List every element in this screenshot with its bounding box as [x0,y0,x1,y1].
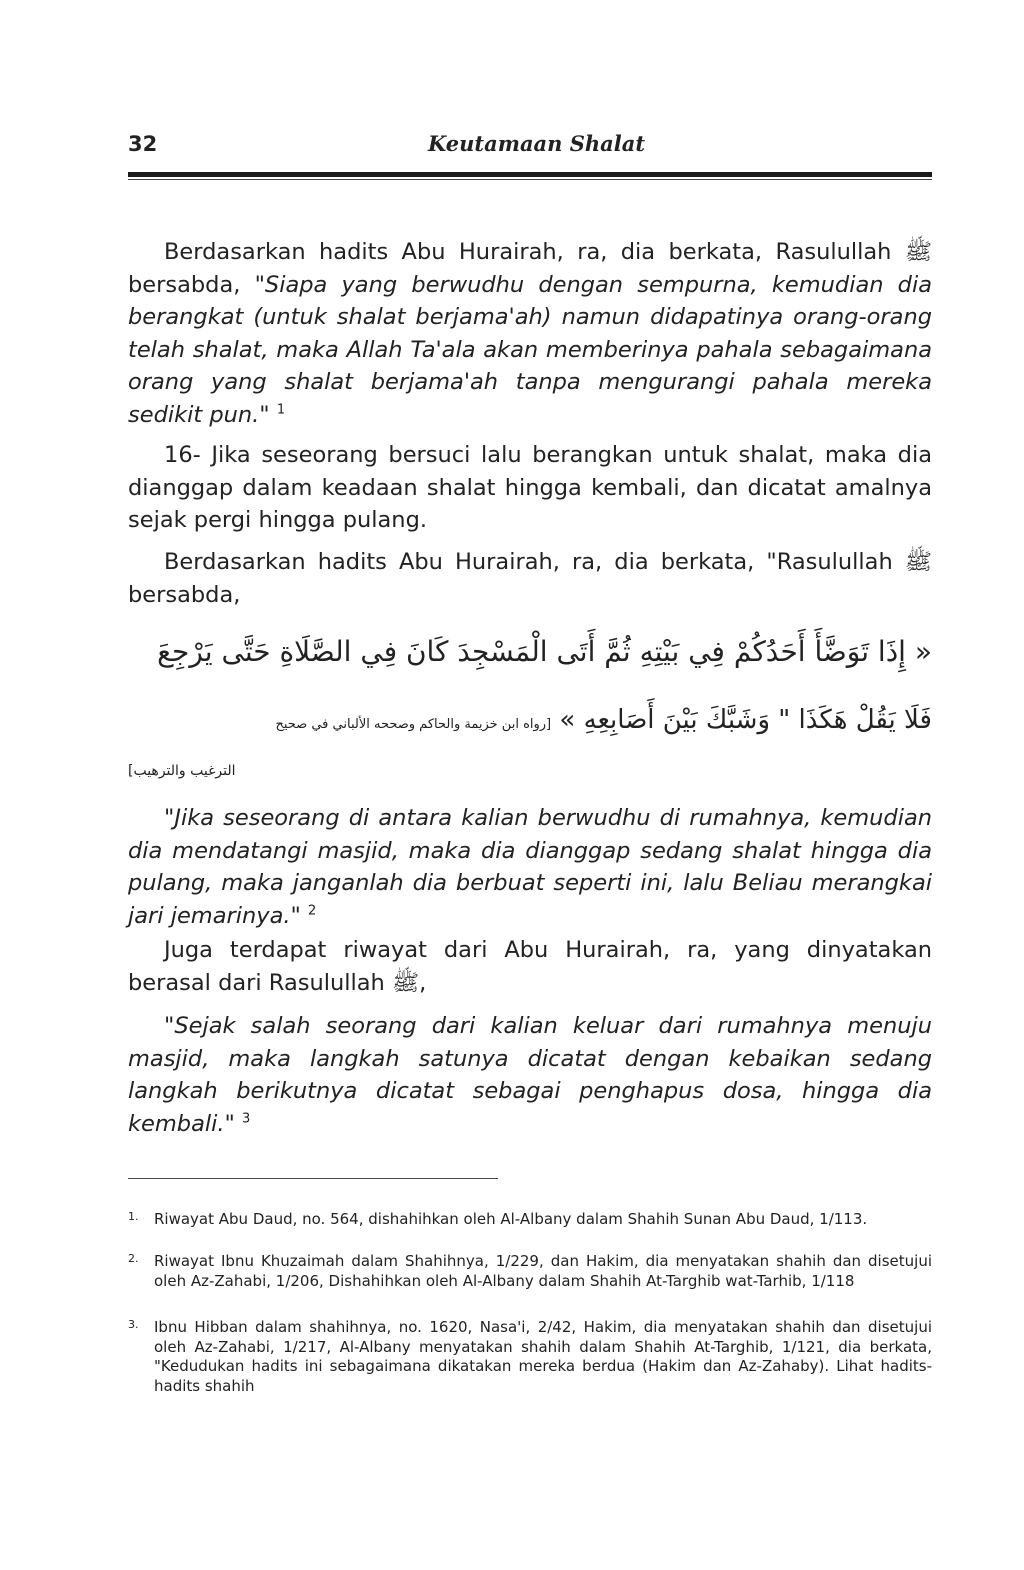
hadith-quote-1: "Siapa yang berwudhu dengan sempurna, kemudian dia berangkat (untuk shalat berjama'ah) namun didapatinya orang-orang telah shalat, maka Allah Ta'ala akan memberinya pahala sebagaimana orang yang shalat berjama'ah tanpa mengurangi pahala mereka sedikit pun." [128,271,932,428]
running-title: Keutamaan Shalat [428,131,646,156]
arabic-hadith-line-1: « إِذَا تَوَضَّأَ أَحَدُكُمْ فِي بَيْتِهِ ثُمَّ أَتَى الْمَسْجِدَ كَانَ فِي الصَّلَاةِ حَتَّى يَرْجِعَ [157,635,932,668]
footnote-ref-1: 1 [276,402,286,417]
footnote-separator [128,1178,498,1179]
footnote-ref-3: 3 [242,1111,251,1126]
footnote-1 [128,1210,932,1230]
hadith-quote-2: "Jika seseorang di antara kalian berwudhu di rumahnya, kemudian dia mendatangi masjid, maka dia dianggap sedang shalat hingga dia pulang, maka janganlah dia berbuat seperti ini, lalu Beliau merangkai jari jemarinya." [128,805,932,929]
header-rule-thick [128,172,932,177]
footnote-ref-2: 2 [308,903,317,918]
footnote-number: 2. [128,1252,139,1265]
paragraph-1-text: Berdasarkan hadits Abu Hurairah, ra, dia berkata, Rasulullah ﷺ bersabda, [128,239,932,298]
arabic-source-2: الترغيب والترهيب] [128,763,236,779]
hadith-quote-3: "Sejak salah seorang dari kalian keluar dari rumahnya menuju masjid, maka langkah satunya dicatat dengan kebaikan sedang langkah berikutnya dicatat sebagai penghapus dosa, hingga dia kembali." [128,1013,932,1137]
footnote-text: Ibnu Hibban dalam shahihnya, no. 1620, Nasa'i, 2/42, Hakim, dia menyatakan shahih dan disetujui oleh Az-Zahabi, 1/217, Al-Albany menyatakan shahih dalam Shahih At-Targhib, 1/121, dia berkata, "Kedudukan hadits ini sebagaimana dikatakan mereka berdua (Hakim dan Az-Zahaby). Lihat hadits-hadits shahih [154,1318,932,1395]
arabic-hadith-line-2 [128,700,932,745]
hadith-translation-2 [128,802,932,932]
paragraph-3: Berdasarkan hadits Abu Hurairah, ra, dia berkata, "Rasulullah ﷺ bersabda, [128,549,932,608]
page-number: 32 [128,132,158,156]
arabic-hadith-text-2: فَلَا يَقُلْ هَكَذَا " وَشَبَّكَ بَيْنَ أَصَابِعِهِ » [559,705,932,735]
arabic-source-1: [رواه ابن خزيمة والحاكم وصححه الألباني في صحيح [275,717,552,732]
paragraph-4: Juga terdapat riwayat dari Abu Hurairah, ra, yang dinyatakan berasal dari Rasulullah ﷺ, [128,937,932,996]
hadith-translation-3 [128,1010,932,1140]
footnote-number: 1. [128,1210,139,1223]
footnote-text: Riwayat Ibnu Khuzaimah dalam Shahihnya, 1/229, dan Hakim, dia menyatakan shahih dan disetujui oleh Az-Zahabi, 1/206, Dishahihkan oleh Al-Albany dalam Shahih At-Targhib wat-Tarhib, 1/118 [154,1252,932,1290]
header-rule-thin [128,179,932,180]
footnote-3 [128,1318,932,1396]
paragraph-2: 16- Jika seseorang bersuci lalu berangkan untuk shalat, maka dia dianggap dalam keadaan shalat hingga kembali, dan dicatat amalnya sejak pergi hingga pulang. [128,442,932,533]
footnote-number: 3. [128,1318,139,1331]
paragraph-1 [128,236,932,431]
footnote-2 [128,1252,932,1291]
footnote-text: Riwayat Abu Daud, no. 564, dishahihkan oleh Al-Albany dalam Shahih Sunan Abu Daud, 1/113. [154,1210,868,1228]
page-header [128,132,932,162]
